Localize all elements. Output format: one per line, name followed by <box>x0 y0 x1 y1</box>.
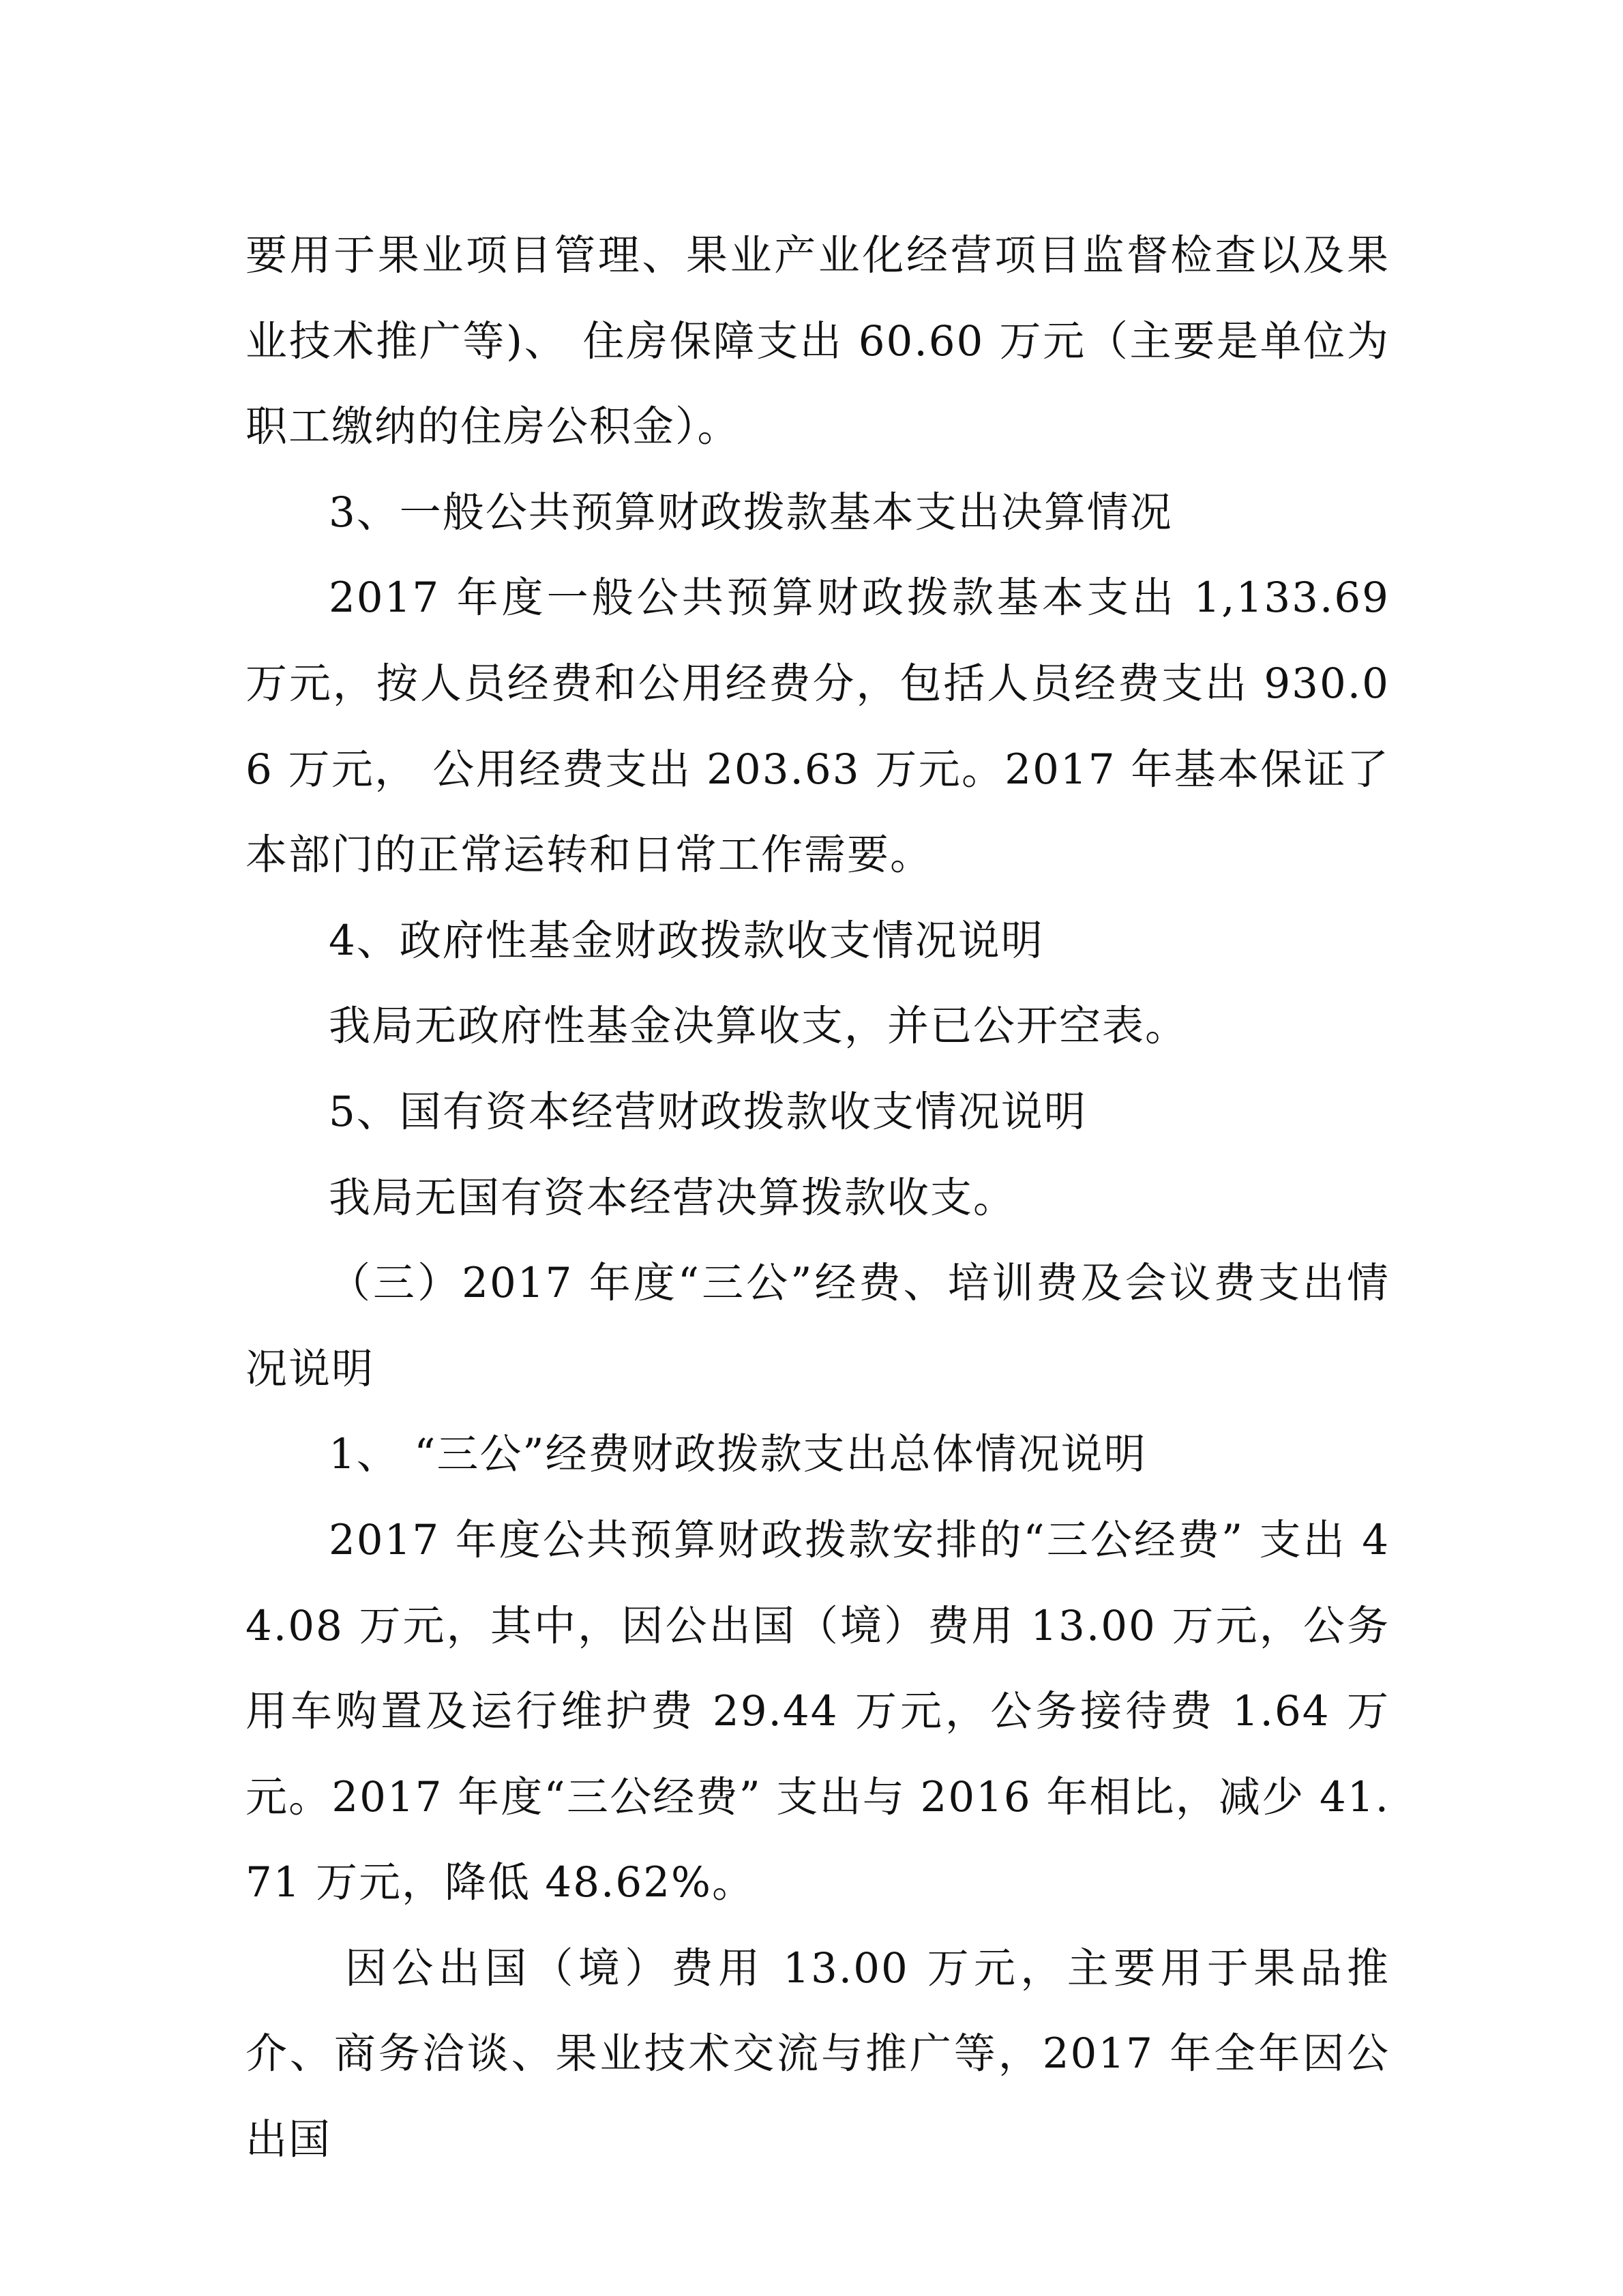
paragraph-government-fund: 我局无政府性基金决算收支，并已公开空表。 <box>329 1002 1189 1051</box>
paragraph-overseas-travel: 因公出国（境）费用 13.00 万元，主要用于果品推介、商务洽谈、果业技术交流与推广等，2017 年全年因公出国 <box>245 1943 1390 2164</box>
document-body <box>245 213 1390 2183</box>
heading-basic-expenditure: 3、一般公共预算财政拨款基本支出决算情况 <box>329 488 1173 537</box>
heading-three-public-expenses: （三）2017 年度“三公”经费、培训费及会议费支出情况说明 <box>245 1259 1390 1393</box>
paragraph-basic-expenditure: 2017 年度一般公共预算财政拨款基本支出 1,133.69 万元，按人员经费和公用经费分，包括人员经费支出 930.06 万元， 公用经费支出 203.63 万元。2017 年基本保证了本部门的正常运转和日常工作需要。 <box>245 573 1390 880</box>
heading-three-public-overall: 1、 “三公”经费财政拨款支出总体情况说明 <box>329 1430 1147 1479</box>
paragraph-housing-expense: 要用于果业项目管理、果业产业化经营项目监督检查以及果业技术推广等)、 住房保障支出 60.60 万元（主要是单位为职工缴纳的住房公积金）。 <box>245 231 1390 451</box>
heading-government-fund: 4、政府性基金财政拨款收支情况说明 <box>329 916 1044 965</box>
paragraph-state-capital: 我局无国有资本经营决算拨款收支。 <box>329 1173 1017 1222</box>
paragraph-three-public-overall: 2017 年度公共预算财政拨款安排的“三公经费” 支出 44.08 万元，其中，因公出国（境）费用 13.00 万元，公务用车购置及运行维护费 29.44 万元，公务接待费 1.64 万元。2017 年度“三公经费” 支出与 2016 年相比，减少 41.71 万元，降低 48.62%。 <box>245 1515 1390 1907</box>
heading-state-capital: 5、国有资本经营财政拨款收支情况说明 <box>329 1087 1087 1136</box>
